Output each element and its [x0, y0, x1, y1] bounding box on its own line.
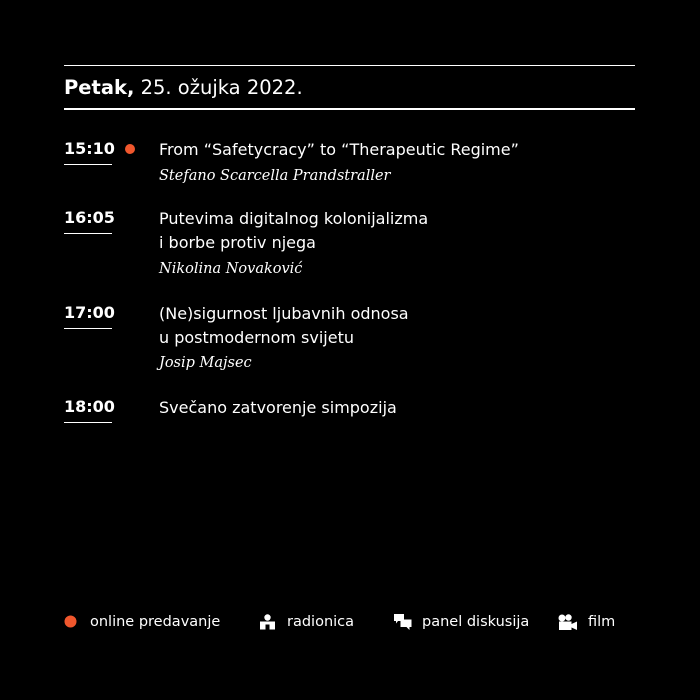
session-title [159, 302, 409, 349]
session-title-line: Svečano zatvorenje simpozija [159, 398, 397, 417]
panel-discussion-icon [394, 614, 412, 637]
online-dot-icon [64, 614, 77, 634]
session-speaker: Nikolina Novaković [159, 261, 303, 277]
page-title [64, 74, 303, 102]
session-speaker: Stefano Scarcella Prandstraller [159, 168, 391, 184]
time-underline [64, 164, 112, 165]
session-title [159, 396, 397, 420]
film-camera-icon [558, 614, 578, 637]
time-underline [64, 422, 112, 423]
session-time: 17:00 [64, 303, 115, 322]
session-title-line: Putevima digitalnog kolonijalizma [159, 209, 429, 228]
day-label: Petak, [64, 76, 135, 99]
legend-label: radionica [287, 614, 355, 630]
legend-label: panel diskusija [422, 614, 530, 630]
legend-label: online predavanje [90, 614, 221, 630]
session-title-line: (Ne)sigurnost ljubavnih odnosa [159, 304, 409, 323]
session-time: 15:10 [64, 139, 115, 158]
session-time: 16:05 [64, 208, 115, 227]
workshop-icon [259, 614, 276, 636]
legend-label: film [588, 614, 616, 630]
time-underline [64, 328, 112, 329]
date-label: 25. ožujka 2022. [140, 76, 303, 99]
session-title [159, 138, 519, 162]
online-dot-icon [125, 144, 135, 154]
session-title [159, 207, 428, 254]
top-rule [64, 65, 635, 66]
time-underline [64, 233, 112, 234]
session-title-line: i borbe protiv njega [159, 232, 316, 252]
session-speaker: Josip Majsec [159, 355, 252, 371]
header-rule [64, 108, 635, 110]
session-title-line: u postmodernom svijetu [159, 327, 355, 347]
session-title-line: From “Safetycracy” to “Therapeutic Regime” [159, 140, 519, 159]
session-time: 18:00 [64, 397, 115, 416]
